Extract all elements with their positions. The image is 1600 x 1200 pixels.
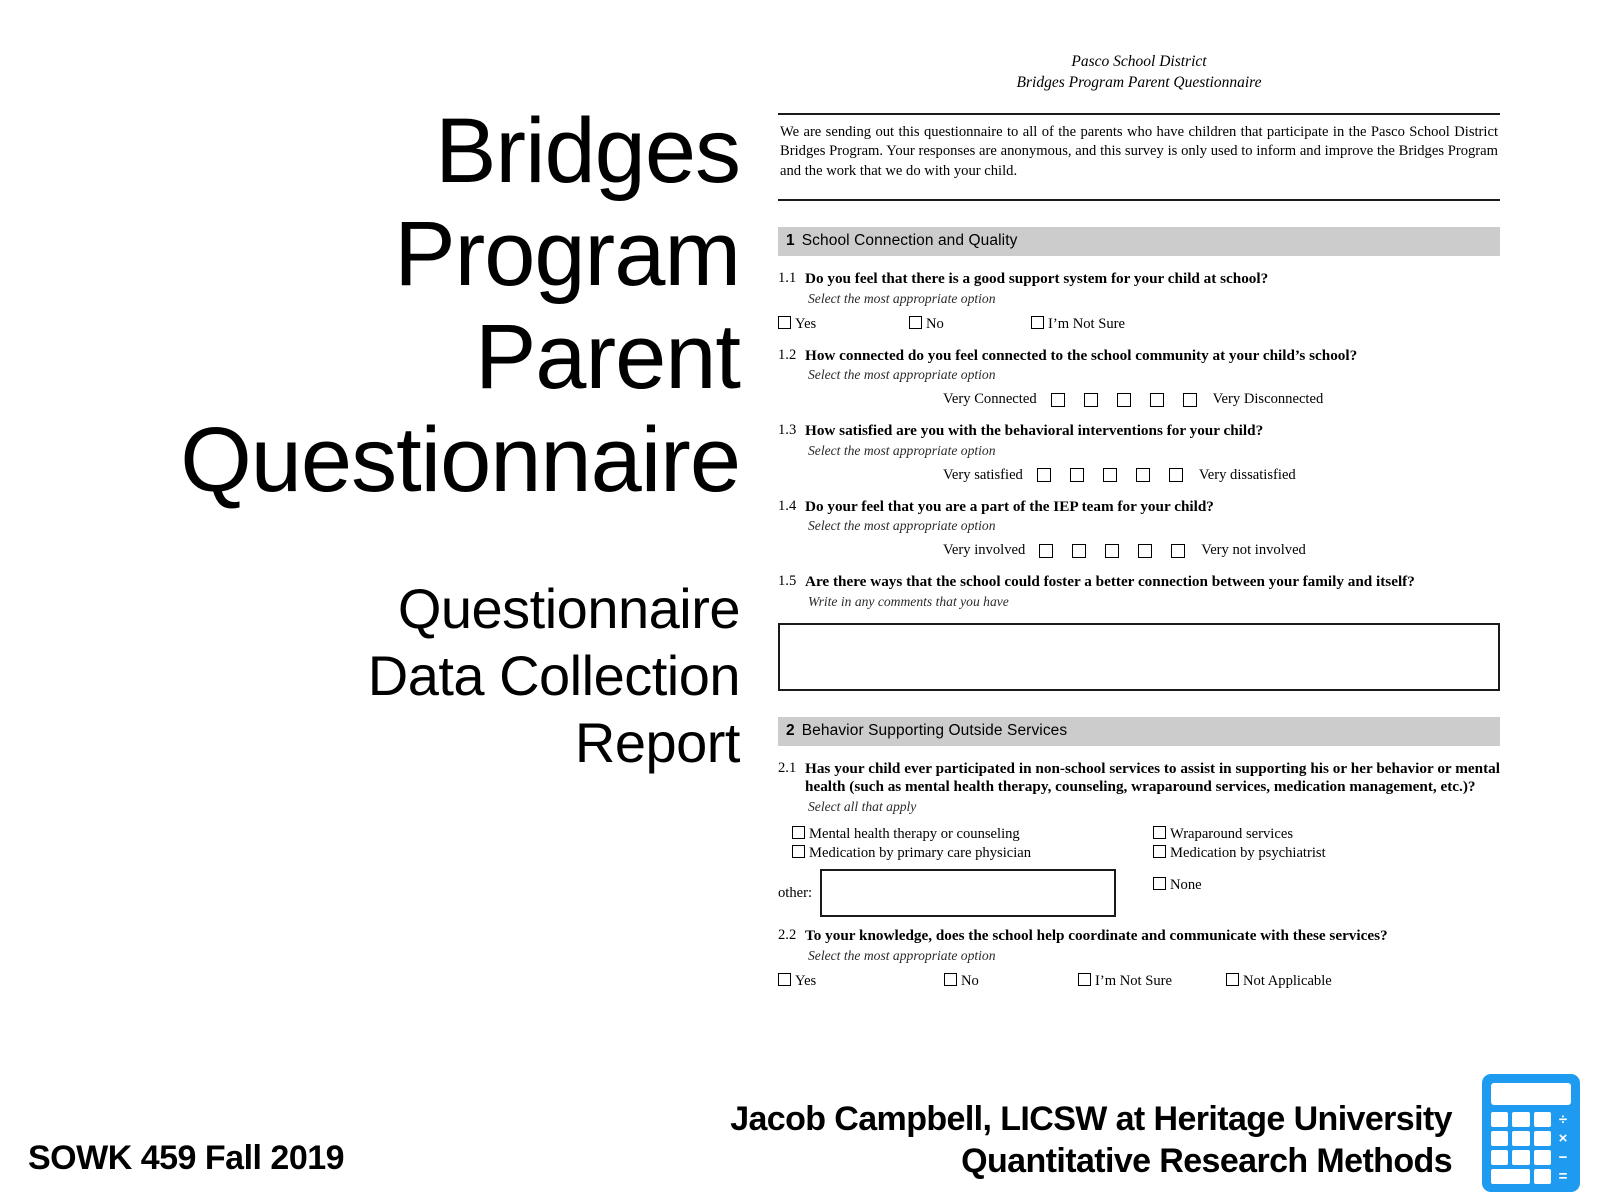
calculator-minus-symbol: − xyxy=(1558,1149,1568,1166)
question-hint: Select the most appropriate option xyxy=(808,290,996,306)
question-1-5 xyxy=(778,573,1500,611)
question-number: 1.5 xyxy=(778,573,797,590)
option-yes[interactable] xyxy=(778,973,944,990)
checkbox-icon[interactable] xyxy=(1153,845,1166,858)
likert-checkbox-5[interactable] xyxy=(1169,468,1183,482)
option-label: Yes xyxy=(795,315,817,332)
checklist-2-1 xyxy=(778,825,1500,913)
calculator-key xyxy=(1512,1150,1529,1165)
calculator-multiply-symbol: × xyxy=(1558,1130,1568,1147)
questionnaire-document xyxy=(778,52,1500,990)
page-title xyxy=(40,100,740,512)
option-medication-psychiatrist[interactable] xyxy=(1153,844,1326,863)
likert-checkbox-5[interactable] xyxy=(1171,544,1185,558)
option-label: Medication by primary care physician xyxy=(809,845,1032,862)
answer-options-1-1 xyxy=(778,316,1500,333)
question-hint: Select the most appropriate option xyxy=(808,442,996,458)
likert-scale-1-3 xyxy=(778,467,1500,484)
intro-paragraph: We are sending out this questionnaire to all of the parents who have children that participate in the Pasco School District Bridges Program. Your responses are anonymous, and this survey is only used to inform and improve the Bridges Program and the work that we do with your child. xyxy=(780,123,1498,179)
question-2-1 xyxy=(778,760,1500,816)
likert-boxes xyxy=(1039,544,1185,558)
option-medication-primary-care[interactable] xyxy=(792,844,1031,863)
option-label: Wraparound services xyxy=(1170,826,1293,842)
question-text: How satisfied are you with the behavioral interventions for your child? xyxy=(805,422,1264,440)
subtitle-line-3: Report xyxy=(574,711,740,775)
likert-right-label: Very dissatisfied xyxy=(1198,466,1296,483)
question-number: 1.3 xyxy=(778,422,797,439)
section-1-number: 1 xyxy=(786,232,795,250)
footer-author-line-1: Jacob Campbell, LICSW at Heritage University xyxy=(730,1100,1452,1139)
checkbox-icon[interactable] xyxy=(944,973,957,986)
question-hint: Select all that apply xyxy=(808,799,917,815)
likert-checkbox-3[interactable] xyxy=(1117,393,1131,407)
option-not-sure[interactable] xyxy=(1078,973,1226,990)
option-not-sure[interactable] xyxy=(1031,316,1179,333)
likert-checkbox-1[interactable] xyxy=(1051,393,1065,407)
section-1-title: School Connection and Quality xyxy=(801,232,1018,250)
calculator-key xyxy=(1491,1112,1508,1127)
option-no[interactable] xyxy=(909,316,1031,333)
checkbox-icon[interactable] xyxy=(1153,826,1166,839)
comments-textarea-1-5[interactable] xyxy=(778,623,1500,691)
checklist-right-column xyxy=(1153,825,1326,864)
checkbox-icon[interactable] xyxy=(792,826,805,839)
footer-author-line-2: Quantitative Research Methods xyxy=(961,1141,1452,1180)
calculator-key xyxy=(1491,1131,1508,1146)
question-2-2 xyxy=(778,927,1500,965)
question-text: To your knowledge, does the school help coordinate and communicate with these services? xyxy=(805,927,1388,944)
likert-checkbox-2[interactable] xyxy=(1070,468,1084,482)
question-hint: Select the most appropriate option xyxy=(808,518,996,534)
section-header-2 xyxy=(778,717,1500,746)
checkbox-icon[interactable] xyxy=(1078,973,1091,986)
option-label: No xyxy=(926,315,944,332)
checkbox-icon[interactable] xyxy=(909,316,922,329)
other-input[interactable] xyxy=(820,869,1116,917)
title-line-2: Program xyxy=(394,203,740,306)
question-text: How connected do you feel connected to the school community at your child’s school? xyxy=(805,346,1358,364)
title-line-3: Parent xyxy=(474,306,740,409)
question-number: 1.4 xyxy=(778,497,797,514)
answer-options-2-2 xyxy=(778,973,1500,990)
page-subtitle xyxy=(40,575,740,777)
section-header-1 xyxy=(778,227,1500,256)
question-number: 2.2 xyxy=(778,927,797,943)
question-number: 2.1 xyxy=(778,759,797,776)
question-text: Are there ways that the school could foster a better connection between your family and itself? xyxy=(805,573,1415,591)
calculator-key xyxy=(1512,1112,1529,1127)
subtitle-line-1: Questionnaire xyxy=(397,577,740,640)
title-line-1: Bridges xyxy=(435,100,740,202)
question-hint: Write in any comments that you have xyxy=(808,593,1009,609)
footer-author-block xyxy=(730,1099,1452,1182)
question-hint: Select the most appropriate option xyxy=(808,367,996,383)
title-line-4: Questionnaire xyxy=(180,409,740,512)
question-text: Do your feel that you are a part of the IEP team for your child? xyxy=(805,497,1214,515)
question-1-3 xyxy=(778,422,1500,460)
question-1-1 xyxy=(778,270,1500,308)
likert-boxes xyxy=(1051,393,1197,407)
likert-checkbox-3[interactable] xyxy=(1105,544,1119,558)
option-wraparound-services[interactable] xyxy=(1153,825,1326,844)
calculator-display xyxy=(1491,1083,1571,1105)
likert-checkbox-2[interactable] xyxy=(1084,393,1098,407)
checkbox-icon[interactable] xyxy=(1226,973,1239,986)
district-name: Pasco School District xyxy=(1071,53,1207,70)
option-label: No xyxy=(961,972,979,989)
option-label: None xyxy=(1170,877,1202,893)
slide-title-panel xyxy=(0,0,760,1060)
likert-boxes xyxy=(1037,468,1183,482)
header-divider-bottom xyxy=(778,199,1500,201)
question-text: Do you feel that there is a good support system for your child at school? xyxy=(805,270,1269,288)
footer-course-label: SOWK 459 Fall 2019 xyxy=(28,1139,345,1177)
option-label: Medication by psychiatrist xyxy=(1170,845,1326,862)
likert-left-label: Very involved xyxy=(943,542,1026,559)
question-text: Has your child ever participated in non-school services to assist in supporting his or her behavior or mental health (such as mental health therapy, counseling, wraparound services, medication management, etc.)? xyxy=(805,759,1500,796)
subtitle-line-2: Data Collection xyxy=(367,644,740,708)
calculator-divide-symbol: ÷ xyxy=(1558,1111,1568,1128)
likert-checkbox-3[interactable] xyxy=(1103,468,1117,482)
option-label: Yes xyxy=(795,972,817,989)
option-label: I’m Not Sure xyxy=(1095,972,1173,989)
calculator-keys xyxy=(1491,1112,1571,1183)
likert-checkbox-4[interactable] xyxy=(1136,468,1150,482)
likert-checkbox-5[interactable] xyxy=(1183,393,1197,407)
calculator-key xyxy=(1534,1131,1551,1146)
option-label: Not Applicable xyxy=(1243,972,1332,989)
document-header xyxy=(778,52,1500,94)
calculator-key-wide xyxy=(1491,1169,1530,1184)
likert-scale-1-2 xyxy=(778,391,1500,408)
calculator-key xyxy=(1534,1112,1551,1127)
option-not-applicable[interactable] xyxy=(1226,973,1332,990)
checkbox-icon[interactable] xyxy=(778,973,791,986)
question-1-2 xyxy=(778,347,1500,385)
checkbox-icon[interactable] xyxy=(1031,316,1044,329)
calculator-key xyxy=(1512,1131,1529,1146)
likert-right-label: Very not involved xyxy=(1201,542,1306,559)
option-label: I’m Not Sure xyxy=(1048,315,1126,332)
likert-checkbox-1[interactable] xyxy=(1039,544,1053,558)
question-number: 1.1 xyxy=(778,270,797,287)
other-field-group xyxy=(778,869,1116,917)
likert-scale-1-4 xyxy=(778,542,1500,559)
likert-right-label: Very Disconnected xyxy=(1212,391,1324,408)
other-label: other: xyxy=(778,884,813,901)
option-no[interactable] xyxy=(944,973,1078,990)
likert-checkbox-2[interactable] xyxy=(1072,544,1086,558)
likert-left-label: Very satisfied xyxy=(943,466,1023,483)
section-2-title: Behavior Supporting Outside Services xyxy=(801,721,1068,739)
checklist-left-column xyxy=(792,825,1031,864)
option-none[interactable] xyxy=(1153,877,1202,894)
calculator-equals-symbol: = xyxy=(1558,1168,1568,1185)
option-yes[interactable] xyxy=(778,316,909,333)
question-hint: Select the most appropriate option xyxy=(808,947,996,963)
calculator-icon xyxy=(1482,1074,1580,1192)
checkbox-icon[interactable] xyxy=(778,316,791,329)
option-label: Mental health therapy or counseling xyxy=(809,826,1020,842)
calculator-key xyxy=(1534,1169,1551,1184)
question-1-4 xyxy=(778,498,1500,536)
likert-left-label: Very Connected xyxy=(943,391,1037,408)
calculator-key xyxy=(1491,1150,1508,1165)
section-2-number: 2 xyxy=(786,721,795,739)
document-subtitle: Bridges Program Parent Questionnaire xyxy=(1016,73,1262,91)
likert-checkbox-4[interactable] xyxy=(1150,393,1164,407)
calculator-key xyxy=(1534,1150,1551,1165)
header-divider-top xyxy=(778,113,1500,115)
checkbox-icon[interactable] xyxy=(792,845,805,858)
question-number: 1.2 xyxy=(778,346,797,363)
option-mental-health-therapy[interactable] xyxy=(792,825,1031,844)
likert-checkbox-1[interactable] xyxy=(1037,468,1051,482)
checkbox-icon[interactable] xyxy=(1153,877,1166,890)
likert-checkbox-4[interactable] xyxy=(1138,544,1152,558)
